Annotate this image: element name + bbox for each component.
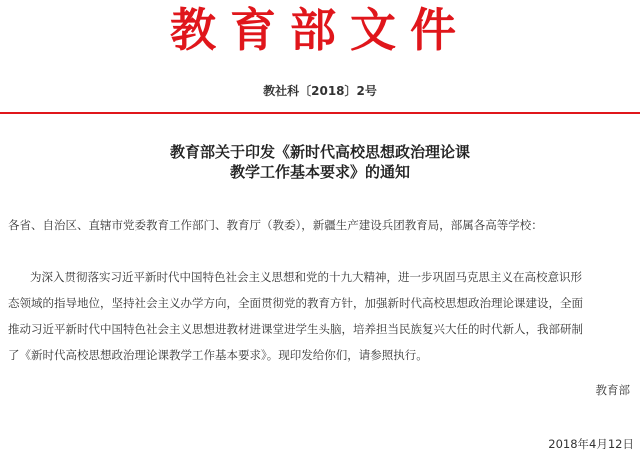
body-line-4: 了《新时代高校思想政治理论课教学工作基本要求》。现印发给你们，请参照执行。 [8, 348, 428, 362]
notice-title-line1: 教育部关于印发《新时代高校思想政治理论课 [169, 143, 470, 161]
body-line-1: 为深入贯彻落实习近平新时代中国特色社会主义思想和党的十九大精神，进一步巩固马克思主义在高校意识形 [30, 270, 582, 284]
body-paragraph [8, 264, 632, 368]
document-header-title: 教育部文件 [170, 3, 470, 57]
body-line-3: 推动习近平新时代中国特色社会主义思想进教材进课堂进学生头脑，培养担当民族复兴大任的时代新人，我部研制 [8, 322, 583, 336]
header-red-divider [0, 112, 640, 114]
notice-title [0, 142, 640, 182]
body-line-2: 态领域的指导地位，坚持社会主义办学方向，全面贯彻党的教育方针，加强新时代高校思想政治理论课建设，全面 [8, 296, 583, 310]
issue-date: 2018年4月12日 [548, 437, 634, 451]
addressee-line: 各省、自治区、直辖市党委教育工作部门、教育厅（教委），新疆生产建设兵团教育局，部属各高等学校： [8, 218, 543, 232]
notice-title-line2: 教学工作基本要求》的通知 [229, 163, 410, 181]
issuer-signature: 教育部 [595, 383, 630, 397]
document-number: 教社科〔2018〕2号 [263, 84, 377, 98]
